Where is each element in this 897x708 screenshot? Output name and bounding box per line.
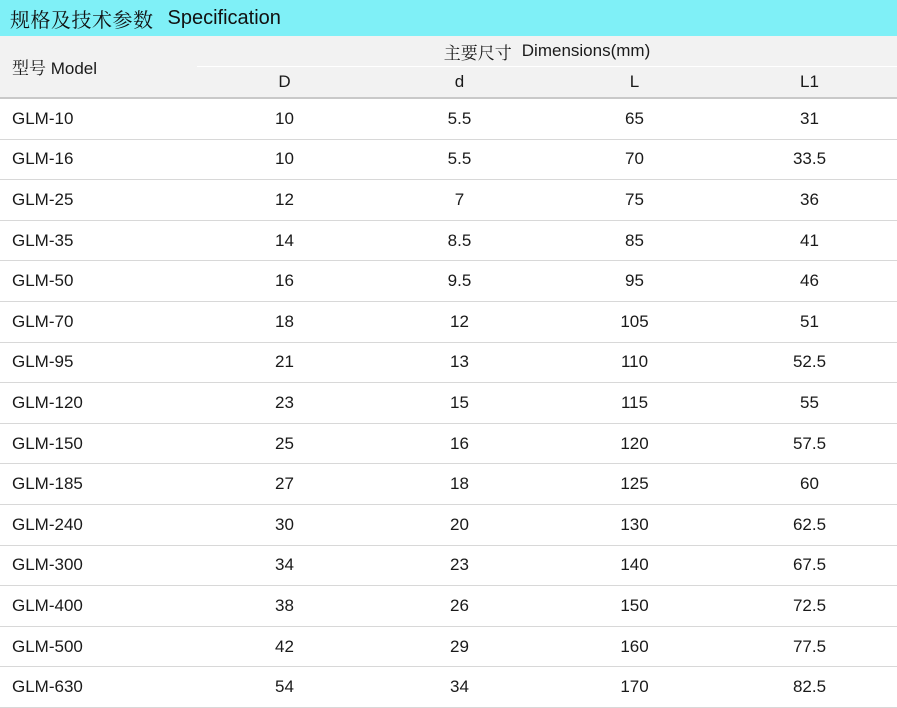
table-row (0, 464, 897, 505)
cell-d: 16 (372, 423, 547, 464)
cell-D: 14 (197, 220, 372, 261)
cell-L1: 77.5 (722, 626, 897, 667)
cell-L: 170 (547, 667, 722, 708)
cell-d: 13 (372, 342, 547, 383)
table-row (0, 504, 897, 545)
cell-L: 120 (547, 423, 722, 464)
cell-L: 160 (547, 626, 722, 667)
cell-model: GLM-400 (0, 586, 197, 627)
cell-model: GLM-630 (0, 667, 197, 708)
cell-L1: 72.5 (722, 586, 897, 627)
cell-L: 140 (547, 545, 722, 586)
cell-d: 18 (372, 464, 547, 505)
table-row (0, 180, 897, 221)
cell-L1: 60 (722, 464, 897, 505)
cell-model: GLM-150 (0, 423, 197, 464)
column-header-d: d (372, 67, 547, 99)
specification-table (0, 36, 897, 708)
cell-L1: 41 (722, 220, 897, 261)
table-header-row-group (0, 36, 897, 67)
page-title-english: Specification (167, 6, 281, 29)
cell-L: 85 (547, 220, 722, 261)
cell-model: GLM-300 (0, 545, 197, 586)
table-row (0, 545, 897, 586)
table-row (0, 586, 897, 627)
table-body (0, 98, 897, 707)
cell-L: 75 (547, 180, 722, 221)
table-row (0, 98, 897, 139)
page-title-chinese: 规格及技术参数 (10, 9, 154, 32)
cell-D: 30 (197, 504, 372, 545)
cell-d: 34 (372, 667, 547, 708)
cell-d: 5.5 (372, 139, 547, 180)
cell-L1: 33.5 (722, 139, 897, 180)
cell-d: 20 (372, 504, 547, 545)
cell-d: 5.5 (372, 98, 547, 139)
cell-D: 54 (197, 667, 372, 708)
cell-L: 65 (547, 98, 722, 139)
cell-D: 18 (197, 301, 372, 342)
cell-L1: 31 (722, 98, 897, 139)
table-row (0, 342, 897, 383)
table-row (0, 301, 897, 342)
dimensions-label-english: Dimensions(mm) (521, 41, 651, 60)
cell-L: 95 (547, 261, 722, 302)
cell-L1: 46 (722, 261, 897, 302)
cell-model: GLM-185 (0, 464, 197, 505)
column-header-L: L (547, 67, 722, 99)
cell-D: 21 (197, 342, 372, 383)
cell-L1: 82.5 (722, 667, 897, 708)
table-row (0, 423, 897, 464)
column-header-dimensions-group (197, 36, 897, 67)
cell-model: GLM-70 (0, 301, 197, 342)
cell-d: 8.5 (372, 220, 547, 261)
cell-L: 110 (547, 342, 722, 383)
cell-d: 29 (372, 626, 547, 667)
column-header-L1: L1 (722, 67, 897, 99)
table-row (0, 261, 897, 302)
cell-D: 12 (197, 180, 372, 221)
cell-L1: 62.5 (722, 504, 897, 545)
cell-L: 125 (547, 464, 722, 505)
cell-L: 130 (547, 504, 722, 545)
table-header (0, 36, 897, 98)
dimensions-label-chinese: 主要尺寸 (443, 43, 512, 63)
column-header-model: 型号 Model (0, 36, 197, 98)
cell-L: 115 (547, 383, 722, 424)
table-row (0, 220, 897, 261)
cell-model: GLM-95 (0, 342, 197, 383)
cell-model: GLM-50 (0, 261, 197, 302)
cell-model: GLM-35 (0, 220, 197, 261)
cell-model: GLM-16 (0, 139, 197, 180)
cell-model: GLM-25 (0, 180, 197, 221)
cell-d: 15 (372, 383, 547, 424)
cell-model: GLM-240 (0, 504, 197, 545)
cell-D: 38 (197, 586, 372, 627)
cell-model: GLM-500 (0, 626, 197, 667)
cell-D: 25 (197, 423, 372, 464)
cell-L1: 67.5 (722, 545, 897, 586)
cell-d: 7 (372, 180, 547, 221)
cell-D: 10 (197, 139, 372, 180)
table-row (0, 383, 897, 424)
cell-L: 70 (547, 139, 722, 180)
cell-L1: 51 (722, 301, 897, 342)
table-row (0, 667, 897, 708)
cell-d: 9.5 (372, 261, 547, 302)
cell-model: GLM-120 (0, 383, 197, 424)
cell-D: 42 (197, 626, 372, 667)
cell-L1: 52.5 (722, 342, 897, 383)
cell-d: 12 (372, 301, 547, 342)
cell-D: 16 (197, 261, 372, 302)
cell-L1: 55 (722, 383, 897, 424)
cell-L: 105 (547, 301, 722, 342)
cell-D: 27 (197, 464, 372, 505)
cell-d: 26 (372, 586, 547, 627)
cell-L1: 36 (722, 180, 897, 221)
table-row (0, 139, 897, 180)
cell-L: 150 (547, 586, 722, 627)
page-title-bar (0, 0, 897, 36)
cell-d: 23 (372, 545, 547, 586)
cell-L1: 57.5 (722, 423, 897, 464)
cell-model: GLM-10 (0, 98, 197, 139)
cell-D: 23 (197, 383, 372, 424)
cell-D: 10 (197, 98, 372, 139)
table-row (0, 626, 897, 667)
cell-D: 34 (197, 545, 372, 586)
column-header-D: D (197, 67, 372, 99)
